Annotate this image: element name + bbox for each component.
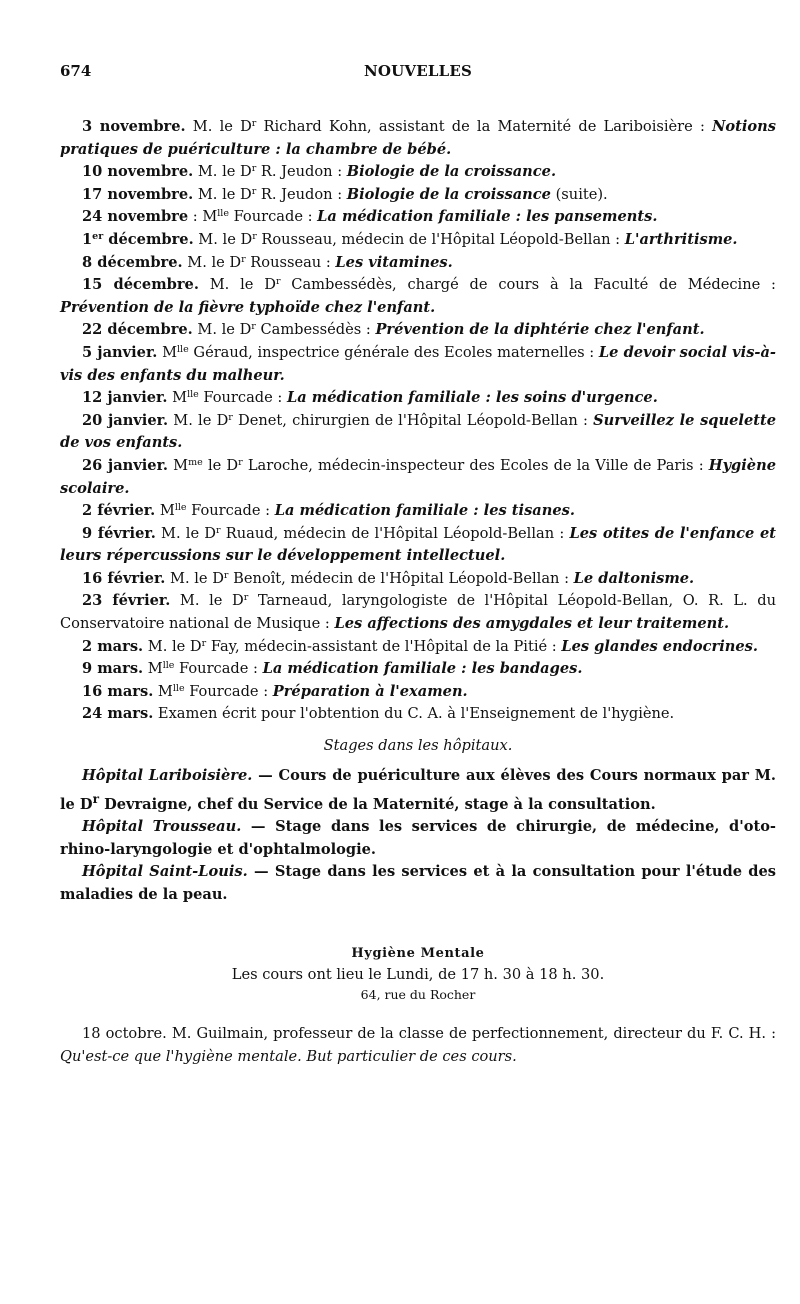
entry-speaker-prefix: M (168, 456, 189, 474)
entry-date: 24 novembre (82, 208, 189, 226)
lecture-entry (60, 568, 776, 591)
entry-date: 17 novembre. (82, 185, 194, 203)
entry-date: 15 décembre. (82, 276, 199, 294)
entry-speaker-prefix: M. le D (198, 276, 276, 294)
hygiene-mentale-title: Hygiène Mentale (351, 946, 485, 962)
hygiene-mentale-schedule: Les cours ont lieu le Lundi, de 17 h. 30 à 18 h. 30. (231, 966, 605, 984)
hygiene-mentale-address: 64, rue du Rocher (360, 987, 476, 1003)
lecture-list (60, 116, 776, 726)
lecture-entry (60, 342, 776, 387)
stage-text: — Cours de puériculture aux élèves des Cours normaux par M. le D (60, 767, 776, 813)
entry-speaker: Géraud, inspectrice générale des Ecoles maternelles : (188, 343, 599, 361)
entry-sup: r (251, 118, 257, 129)
entry-speaker-prefix: M. le D (182, 253, 242, 271)
stage-hospital: Hôpital Trousseau. (82, 818, 242, 836)
entry-speaker-prefix: Examen écrit pour l'obtention du C. A. à l'Enseignement de l'hygiène. (153, 705, 675, 723)
entry-title: La médication familiale : les bandages. (262, 660, 583, 678)
entry-title: L'arthritisme. (624, 230, 738, 248)
lecture-entry (60, 703, 776, 726)
entry-title: Biologie de la croissance. (346, 163, 557, 181)
stage-hospital: Hôpital Lariboisière. (82, 767, 253, 785)
stage-text: — Stage dans les services de chirurgie, de médecine, d'oto-rhino-laryngologie et d'ophtalmologie. (60, 818, 776, 858)
stage-hospital: Hôpital Saint-Louis. (82, 863, 248, 881)
lecture-entry (60, 455, 776, 500)
running-title: NOUVELLES (363, 62, 473, 80)
lecture-entry (60, 161, 776, 184)
lecture-entry (60, 523, 776, 568)
lecture-entry (60, 319, 776, 342)
entry-sup: r (251, 321, 256, 333)
entry-speaker: Fourcade : (198, 389, 287, 407)
lecture-entry (60, 184, 776, 207)
entry-speaker: Fourcade : (174, 660, 263, 678)
entry-title: Biologie de la croissance (346, 185, 551, 203)
entry-speaker-prefix: M. le D (185, 118, 252, 135)
entry-speaker-prefix: M. le D (193, 163, 252, 181)
entry-speaker: R. Jeudon : (256, 185, 347, 203)
page-number: 674 (60, 62, 92, 80)
entry-date: 9 février. (82, 524, 156, 542)
entry-title: Surveillez le squelette de vos enfants. (60, 411, 776, 452)
lecture-entry (60, 206, 776, 229)
entry-date: 22 décembre. (82, 321, 193, 339)
lecture-entry (60, 229, 776, 252)
entry-sup: lle (174, 502, 187, 514)
lecture-entry (60, 500, 776, 523)
entry-sup: lle (187, 389, 199, 401)
entry-title: Les glandes endocrines. (561, 637, 758, 655)
entry-sup: me (188, 456, 203, 468)
entry-date: 23 février. (82, 592, 171, 610)
entry-speaker-prefix: M. le D (165, 569, 224, 587)
entry-sup: r (275, 276, 281, 288)
entry-speaker: R. Jeudon : (256, 163, 347, 181)
entry-sup: lle (172, 682, 185, 694)
entry-speaker-prefix: M. le D (170, 592, 244, 610)
entry-date: 16 février. (82, 569, 166, 587)
entry-sup: r (251, 185, 257, 197)
entry-date: 8 décembre. (82, 253, 183, 271)
entry-speaker-prefix: M (155, 502, 175, 520)
entry-date: 16 mars. (82, 682, 154, 700)
entry-title: La médication familiale : les soins d'urgence. (286, 389, 658, 407)
entry-speaker: Ruaud, médecin de l'Hôpital Léopold-Bellan : (220, 524, 570, 542)
entry-date: 20 janvier. (82, 411, 169, 429)
entry-date: 1 (82, 230, 93, 248)
entry-date: 5 janvier. (82, 343, 158, 361)
lecture-entry (60, 387, 776, 410)
entry-sup: r (241, 253, 246, 265)
hygiene-mentale-header (60, 944, 776, 1004)
stage-entry (60, 765, 776, 816)
entry-title: Qu'est-ce que l'hygiène mentale. But particulier de ces cours. (60, 1048, 517, 1066)
lecture-entry (60, 658, 776, 681)
entry-sup: r (228, 411, 233, 423)
entry-speaker-prefix: M (153, 682, 173, 700)
stage-text-after: Devraigne, chef du Service de la Maternité, stage à la consultation. (98, 795, 656, 813)
entry-speaker-prefix: M. le D (193, 230, 253, 248)
entry-title: Hygiène scolaire. (60, 456, 776, 497)
lecture-entry (60, 681, 776, 704)
entry-title: La médication familiale : les tisanes. (274, 502, 575, 520)
stages-list (60, 765, 776, 906)
lecture-entry (60, 116, 776, 161)
entry-speaker-prefix: M. le D (143, 637, 202, 655)
entry-sup: lle (177, 343, 189, 355)
entry-speaker: Cambessédès : (255, 321, 376, 339)
entry-date-sup: er (92, 230, 104, 242)
stage-entry (60, 816, 776, 861)
entry-text: M. Guilmain, professeur de la classe de perfectionnement, directeur du F. C. H. : (166, 1025, 777, 1043)
entry-date: 18 octobre. (82, 1025, 167, 1043)
entry-title: Le devoir social vis-à-vis des enfants du malheur. (60, 343, 776, 384)
entry-speaker: Benoît, médecin de l'Hôpital Léopold-Bellan : (228, 569, 574, 587)
hygiene-mentale-list (60, 1022, 776, 1068)
entry-sup: lle (162, 660, 175, 672)
entry-sup: r (252, 230, 257, 242)
entry-date-rest: décembre. (103, 230, 194, 248)
running-head (60, 62, 776, 92)
entry-title: Prévention de la fièvre typhoïde chez l'enfant. (60, 298, 436, 316)
entry-date: 2 mars. (82, 637, 144, 655)
entry-sup: r (201, 637, 207, 649)
stage-sup: r (92, 791, 99, 806)
entry-sup: lle (217, 208, 229, 220)
entry-speaker-prefix: M. le D (192, 321, 252, 339)
entry-date: 2 février. (82, 502, 156, 520)
lecture-entry (60, 590, 776, 635)
entry-sup: r (251, 163, 257, 175)
document-page (60, 62, 776, 1068)
entry-speaker-prefix: M. le D (155, 524, 216, 542)
entry-sup: r (223, 569, 229, 581)
entry-date: 10 novembre. (82, 163, 194, 181)
hygiene-mentale-entry (60, 1022, 776, 1068)
entry-title: Les otites de l'enfance et leurs répercussions sur le développement intellectuel. (60, 524, 776, 565)
entry-tail: (suite). (550, 185, 608, 203)
entry-title: Les vitamines. (335, 253, 453, 271)
entry-sup-2: r (238, 456, 243, 468)
entry-speaker-prefix: M (167, 389, 188, 407)
entry-speaker-prefix-2: le D (202, 456, 239, 474)
entry-date: 24 mars. (82, 705, 154, 723)
entry-date: 12 janvier. (82, 389, 168, 407)
stage-text: — Stage dans les services et à la consultation pour l'étude des maladies de la peau. (60, 863, 776, 903)
stage-entry (60, 861, 776, 906)
entry-speaker: Richard Kohn, assistant de la Maternité de Lariboisière : (256, 118, 713, 135)
lecture-entry (60, 274, 776, 319)
entry-title: La médication familiale : les pansements. (317, 208, 658, 226)
entry-speaker: Laroche, médecin-inspecteur des Ecoles de la Ville de Paris : (242, 456, 709, 474)
entry-speaker: Tarneaud, laryngologiste de l'Hôpital Léopold-Bellan, O. R. L. du Conservatoire national de Musique : (60, 592, 776, 633)
entry-title: Le daltonisme. (573, 569, 695, 587)
entry-sup: r (216, 524, 221, 536)
lecture-entry (60, 636, 776, 659)
entry-speaker-prefix: : M (188, 208, 218, 226)
entry-date: 9 mars. (82, 660, 144, 678)
stages-title: Stages dans les hôpitaux. (323, 737, 513, 755)
entry-date: 3 novembre. (82, 118, 186, 135)
entry-speaker: Fay, médecin-assistant de l'Hôpital de la Pitié : (206, 637, 562, 655)
entry-title: Notions pratiques de puériculture : la chambre de bébé. (60, 118, 776, 158)
entry-speaker: Cambessédès, chargé de cours à la Faculté de Médecine : (280, 276, 776, 294)
entry-speaker: Fourcade : (228, 208, 318, 226)
entry-speaker-prefix: M (157, 343, 178, 361)
entry-title: Les affections des amygdales et leur traitement. (334, 615, 730, 633)
lecture-entry (60, 252, 776, 275)
entry-speaker-prefix: M. le D (168, 411, 229, 429)
entry-speaker: Rousseau : (245, 253, 336, 271)
entry-speaker-prefix: M (143, 660, 163, 678)
entry-speaker: Fourcade : (186, 502, 275, 520)
entry-date: 26 janvier. (82, 456, 169, 474)
entry-speaker: Rousseau, médecin de l'Hôpital Léopold-Bellan : (256, 230, 625, 248)
lecture-entry (60, 410, 776, 455)
entry-speaker-prefix: M. le D (193, 185, 252, 203)
entry-speaker: Denet, chirurgien de l'Hôpital Léopold-Bellan : (232, 411, 594, 429)
entry-title: Préparation à l'examen. (272, 682, 468, 700)
entry-speaker: Fourcade : (184, 682, 273, 700)
entry-sup: r (243, 592, 249, 604)
entry-title: Prévention de la diphtérie chez l'enfant. (375, 321, 705, 339)
